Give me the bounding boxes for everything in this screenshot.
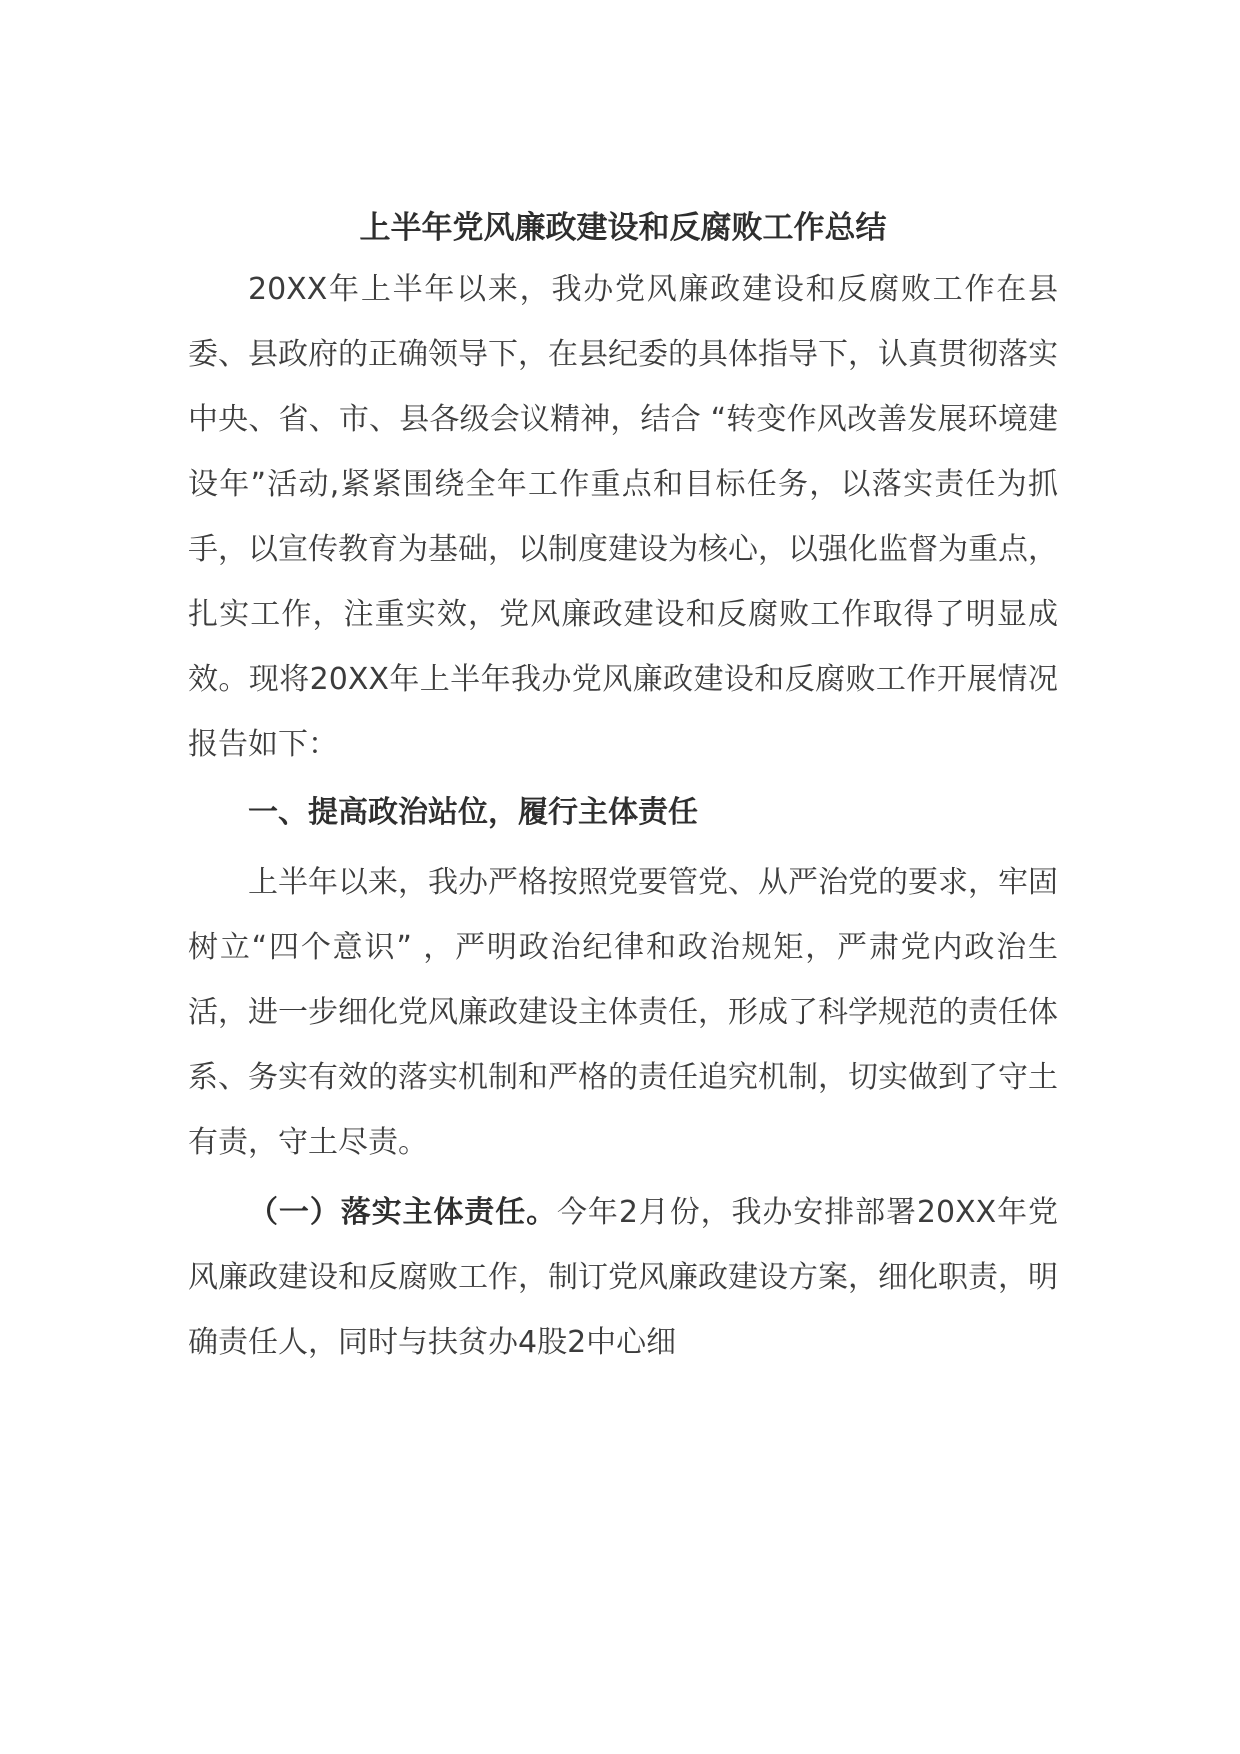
section-paragraph: 上半年以来，我办严格按照党要管党、从严治党的要求，牢固树立“四个意识” ，严明政治纪律和政治规矩，严肃党内政治生活，进一步细化党风廉政建设主体责任，形成了科学规范的责任体系、务实有效的落实机制和严格的责任追究机制，切实做到了守土有责，守土尽责。 (188, 865, 1058, 1160)
intro-paragraph: 20XX年上半年以来，我办党风廉政建设和反腐败工作在县委、县政府的正确领导下，在县纪委的具体指导下，认真贯彻落实中央、省、市、县各级会议精神，结合 “转变作风改善发展环境建设年”活动,紧紧围绕全年工作重点和目标任务，以落实责任为抓手，以宣传教育为基础，以制度建设为核心，以强化监督为重点，扎实工作，注重实效，党风廉政建设和反腐败工作取得了明显成效。现将20XX年上半年我办党风廉政建设和反腐败工作开展情况报告如下： (188, 272, 1058, 762)
section-heading: 一、提高政治站位，履行主体责任 (248, 795, 698, 830)
document-body (188, 203, 1058, 1375)
item-lead: （一）落实主体责任。 (248, 1195, 558, 1230)
item-paragraph (188, 1180, 1058, 1375)
item-text: 今年2月份，我办安排部署20XX年党风廉政建设和反腐败工作，制订党风廉政建设方案，细化职责，明确责任人，同时与扶贫办4股2中心细 (188, 1195, 1058, 1360)
document-title: 上半年党风廉政建设和反腐败工作总结 (359, 210, 887, 246)
